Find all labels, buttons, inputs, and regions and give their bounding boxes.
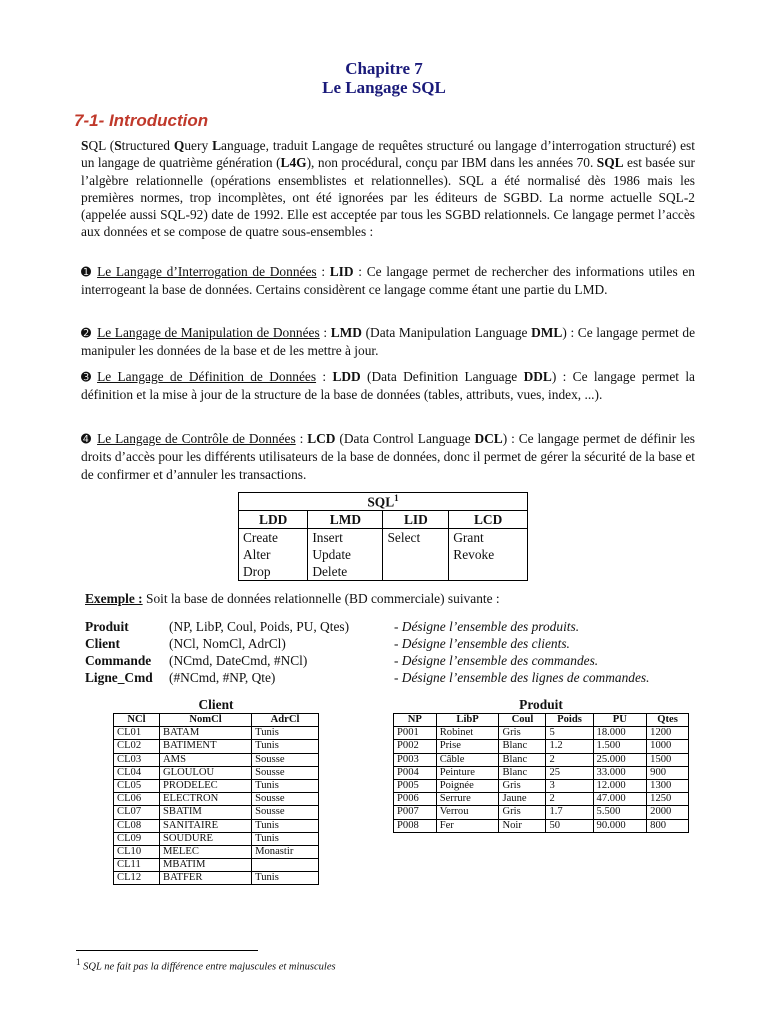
table-cell: 900	[647, 766, 689, 779]
table-cell: Poignée	[436, 779, 499, 792]
table-cell: Tunis	[252, 872, 319, 885]
table-cell: GLOULOU	[160, 766, 252, 779]
table-cell: P001	[394, 727, 437, 740]
table-row	[394, 793, 689, 806]
table-cell: 1500	[647, 753, 689, 766]
table-cell: CL07	[114, 806, 160, 819]
client-table	[113, 713, 319, 885]
table-cell: Sousse	[252, 766, 319, 779]
table-cell: AMS	[160, 753, 252, 766]
table-cell: CL10	[114, 845, 160, 858]
sql-col-header: LDD	[239, 511, 308, 529]
table-cell: CL09	[114, 832, 160, 845]
table-row	[114, 859, 319, 872]
table-row	[114, 779, 319, 792]
table-cell: Jaune	[499, 793, 546, 806]
table-cell: 1200	[647, 727, 689, 740]
table-cell: BATFER	[160, 872, 252, 885]
table-cell: 33.000	[593, 766, 647, 779]
section-title: 7-1- Introduction	[74, 111, 209, 130]
table-cell: Blanc	[499, 753, 546, 766]
table-cell: Monastir	[252, 845, 319, 858]
table-cell: SBATIM	[160, 806, 252, 819]
table-cell: 12.000	[593, 779, 647, 792]
table-header: NomCl	[160, 714, 252, 727]
table-row	[114, 806, 319, 819]
table-cell: Serrure	[436, 793, 499, 806]
lcd-paragraph: ➍ Le Langage de Contrôle de Données : LCD (Data Control Language DCL) : Ce langage permet de définir les droits d’accès pour les différents utilisateurs de la base de données, donc il permet de gérer la sécurité de la base et de confirmer et d’annuler les transactions.	[81, 431, 696, 482]
lcd-commands: Grant Revoke	[449, 529, 528, 581]
table-cell: 2	[546, 753, 593, 766]
table-cell: CL05	[114, 779, 160, 792]
table-cell: Robinet	[436, 727, 499, 740]
produit-table	[393, 713, 689, 833]
table-header: Poids	[546, 714, 593, 727]
document-page: Chapitre 7 Le Langage SQL 7-1- Introduction SQL (Structured Query Language, traduit Langage de requêtes structuré ou langage d’interrogation structuré) est un langage de quatrième génération (L4G), non procédural, conçu par IBM dans les années 70. SQL est basée sur l’algèbre relationnelle (opérations ensemblistes et relationnelles). SQL a été normalisé dès 1986 mais les premières normes, trop incomplètes, ont été ignorées par les éditeurs de SGBD. La norme actuelle SQL-2 (appelée aussi SQL-92) date de 1992. Elle est acceptée par tous les SGBD relationnels. Ce langage permet l’accès aux données et se compose de quatre sous-ensembles : ➊ Le Langage d’Interrogation de Données : LID : Ce langage permet de rechercher des informations utiles en interrogeant la base de données. Certains considèrent ce langage comme étant une partie du LMD. ➋ Le Langage de Manipulation de Données : LMD (Data Manipulation Language DML) : Ce langage permet de manipuler les données de la base et de les mettre à jour. ➌ Le Langage de Définition de Données : LDD (Data Definition Language DDL) : Ce langage permet la définition et la mise à jour de la structure de la base de données (tables, attributs, vues, index, ...). ➍ Le Langage de Contrôle de Données : LCD (Data Control Language DCL) : Ce langage permet de définir les droits d’accès pour les différents utilisateurs de la base de données, donc il permet de gérer la sécurité de la base et de confirmer et d’annuler les transactions. SQL$^1$ LDD LMD LID LCD Create Alter Drop Insert Update Delete Select Grant Revoke Exemple : Soit la base de données relationnelle (BD commerciale) suivante : Produit (NP, LibP, Coul, Poids, PU, Qtes) - Désigne l’ensemble des produits. Client (NCl, NomCl, AdrCl) - Désigne l’ensemble des clients. Commande (NCmd, DateCmd, #NCl) - Désigne l’ensemble des commandes. Ligne_Cmd (#NCmd, #NP, Qte) - Désigne l’ensemble des lignes de commandes. Client NCl NomCl AdrCl CL01 BATAM Tunis CL02 BATIMENT Tunis CL03 AMS Sousse CL04 GLOULOU Sousse CL05 PRODELEC Tunis CL06 ELECTRON Sousse CL07 SBATIM Sousse CL08 SANITAIRE Tunis CL09 SOUDURE Tunis CL10 MELEC Monastir CL11 MBATIM CL12 BATFER Tunis Produit NP LibP Coul Poids PU Qtes P001 Robinet Gris 5 18.000 1200 P002 Prise Blanc 1.2 1.500 1000 P003 Câble Blanc 2 25.000 1500 P004 Peinture Blanc 25 33.000 900 P005 Poignée Gris 3 12.000 1300 P006 Serrure Jaune 2 47.000 1250 P007 Verrou Gris 1.7 5.500 2000 P008 Fer Noir 50 90.000 800 $^1$ SQL ne fait pas la différence entre majuscules et minuscules	[0, 0, 768, 1024]
sql-col-header: LID	[383, 511, 449, 529]
table-cell: Tunis	[252, 740, 319, 753]
table-cell: Tunis	[252, 819, 319, 832]
table-header: AdrCl	[252, 714, 319, 727]
table-cell: 1300	[647, 779, 689, 792]
table-cell: CL11	[114, 859, 160, 872]
table-cell: P004	[394, 766, 437, 779]
table-row	[114, 793, 319, 806]
table-cell: CL02	[114, 740, 160, 753]
table-cell: 1.2	[546, 740, 593, 753]
table-cell: Blanc	[499, 740, 546, 753]
bullet-4-icon: ➍	[81, 432, 92, 446]
table-row	[114, 872, 319, 885]
table-cell: 47.000	[593, 793, 647, 806]
table-cell: CL04	[114, 766, 160, 779]
client-table-title: Client	[198, 697, 234, 712]
table-row	[394, 766, 689, 779]
table-cell: Gris	[499, 779, 546, 792]
table-row	[394, 819, 689, 832]
table-cell: Prise	[436, 740, 499, 753]
table-cell: P005	[394, 779, 437, 792]
table-cell: 2000	[647, 806, 689, 819]
table-cell: 25.000	[593, 753, 647, 766]
table-cell: SOUDURE	[160, 832, 252, 845]
table-row	[114, 727, 319, 740]
bullet-2-icon: ➋	[81, 326, 92, 340]
table-row	[394, 806, 689, 819]
lid-paragraph: ➊ Le Langage d’Interrogation de Données : LID : Ce langage permet de rechercher des informations utiles en interrogeant la base de données. Certains considèrent ce langage comme étant une partie du LMD.	[81, 264, 695, 298]
table-cell: Tunis	[252, 779, 319, 792]
table-cell: Tunis	[252, 727, 319, 740]
sql-table-title: SQL$^1$	[239, 493, 528, 511]
table-cell: BATAM	[160, 727, 252, 740]
table-cell: CL08	[114, 819, 160, 832]
table-cell: 800	[647, 819, 689, 832]
table-row	[114, 832, 319, 845]
table-cell: Tunis	[252, 832, 319, 845]
table-header: NCl	[114, 714, 160, 727]
table-header: NP	[394, 714, 437, 727]
table-cell: PRODELEC	[160, 779, 252, 792]
chapter-number: Chapitre 7	[345, 59, 423, 78]
table-cell: Peinture	[436, 766, 499, 779]
table-cell: 18.000	[593, 727, 647, 740]
table-cell: P008	[394, 819, 437, 832]
table-cell: 90.000	[593, 819, 647, 832]
table-header: LibP	[436, 714, 499, 727]
lid-commands: Select	[383, 529, 449, 581]
table-cell: Blanc	[499, 766, 546, 779]
table-cell: Sousse	[252, 753, 319, 766]
table-cell: 50	[546, 819, 593, 832]
table-cell: P006	[394, 793, 437, 806]
produit-table-body	[394, 727, 689, 833]
table-cell: CL03	[114, 753, 160, 766]
table-cell: CL01	[114, 727, 160, 740]
lmd-paragraph: ➋ Le Langage de Manipulation de Données : LMD (Data Manipulation Language DML) : Ce langage permet de manipuler les données de la base et de les mettre à jour.	[81, 325, 696, 359]
chapter-title: Le Langage SQL	[322, 78, 446, 97]
table-row	[394, 727, 689, 740]
table-row	[114, 819, 319, 832]
table-row	[114, 845, 319, 858]
client-table-body	[114, 727, 319, 885]
table-cell: Sousse	[252, 806, 319, 819]
table-cell: Fer	[436, 819, 499, 832]
table-cell: Sousse	[252, 793, 319, 806]
table-cell: 1.500	[593, 740, 647, 753]
ldd-commands: Create Alter Drop	[239, 529, 308, 581]
table-row	[114, 753, 319, 766]
table-row	[394, 740, 689, 753]
produit-table-title: Produit	[519, 697, 563, 712]
table-cell: Câble	[436, 753, 499, 766]
table-cell: 25	[546, 766, 593, 779]
table-cell	[252, 859, 319, 872]
table-cell: 3	[546, 779, 593, 792]
intro-paragraph: SQL (Structured Query Language, traduit Langage de requêtes structuré ou langage d’interrogation structuré) est un langage de quatrième génération (L4G), non procédural, conçu par IBM dans les années 70. SQL est basée sur l’algèbre relationnelle (opérations ensemblistes et relationnelles). SQL a été normalisé dès 1986 mais les premières normes, trop incomplètes, ont été ignorées par les éditeurs de SGBD. La norme actuelle SQL-2 (appelée aussi SQL-92) date de 1992. Elle est acceptée par tous les SGBD relationnels. Ce langage permet l’accès aux données et se compose de quatre sous-ensembles :	[81, 138, 695, 240]
table-row	[114, 740, 319, 753]
table-cell: 1.7	[546, 806, 593, 819]
table-row	[114, 766, 319, 779]
table-cell: P007	[394, 806, 437, 819]
table-cell: ELECTRON	[160, 793, 252, 806]
table-cell: SANITAIRE	[160, 819, 252, 832]
table-cell: Noir	[499, 819, 546, 832]
table-row	[394, 753, 689, 766]
table-cell: 1250	[647, 793, 689, 806]
bullet-3-icon: ➌	[81, 370, 92, 384]
table-row	[394, 779, 689, 792]
table-header: Coul	[499, 714, 546, 727]
table-header: PU	[593, 714, 647, 727]
lmd-commands: Insert Update Delete	[308, 529, 383, 581]
table-cell: Gris	[499, 727, 546, 740]
table-cell: BATIMENT	[160, 740, 252, 753]
table-cell: CL12	[114, 872, 160, 885]
table-cell: Gris	[499, 806, 546, 819]
table-cell: 5	[546, 727, 593, 740]
sql-col-header: LMD	[308, 511, 383, 529]
table-cell: CL06	[114, 793, 160, 806]
example-intro: Exemple : Soit la base de données relationnelle (BD commerciale) suivante :	[85, 591, 500, 606]
footnote: $^1$ SQL ne fait pas la différence entre majuscules et minuscules	[76, 957, 336, 973]
sql-col-header: LCD	[449, 511, 528, 529]
table-cell: P003	[394, 753, 437, 766]
sql-sublanguage-table	[238, 492, 528, 581]
table-cell: Verrou	[436, 806, 499, 819]
table-cell: 2	[546, 793, 593, 806]
table-cell: MELEC	[160, 845, 252, 858]
table-cell: MBATIM	[160, 859, 252, 872]
table-cell: 1000	[647, 740, 689, 753]
table-cell: P002	[394, 740, 437, 753]
table-header: Qtes	[647, 714, 689, 727]
ldd-paragraph: ➌ Le Langage de Définition de Données : LDD (Data Definition Language DDL) : Ce langage permet la définition et la mise à jour de la structure de la base de données (tables, attributs, vues, index, ...).	[81, 369, 695, 403]
bullet-1-icon: ➊	[81, 265, 92, 279]
footnote-separator	[76, 950, 258, 951]
table-cell: 5.500	[593, 806, 647, 819]
